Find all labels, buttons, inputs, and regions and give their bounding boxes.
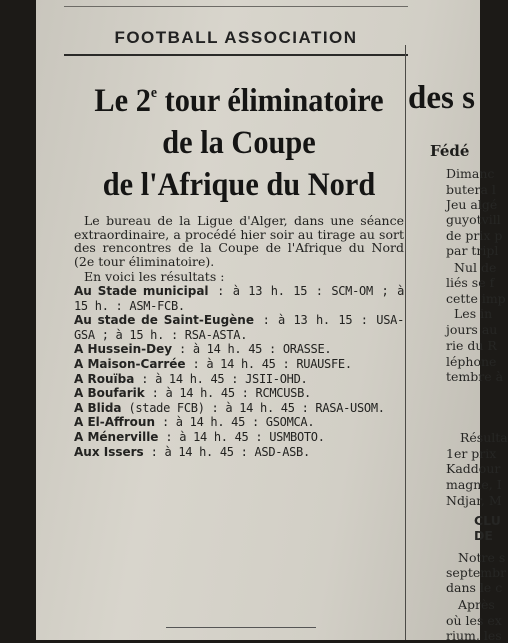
adjacent-text-line: cette imp bbox=[446, 291, 506, 306]
adjacent-text-line: où les ex bbox=[446, 613, 502, 628]
result-entry bbox=[74, 415, 404, 430]
adjacent-text-line: guyotvill bbox=[446, 212, 501, 227]
result-details: : à 14 h. 45 : GSOMCA. bbox=[155, 415, 315, 430]
column-rule bbox=[405, 45, 406, 640]
result-entry bbox=[74, 357, 404, 372]
result-venue: Au stade de Saint-Eugène bbox=[74, 313, 254, 328]
result-entry bbox=[74, 401, 404, 416]
article-body bbox=[74, 214, 404, 459]
adjacent-column bbox=[408, 0, 508, 643]
adjacent-text-line: par tripl bbox=[446, 243, 499, 258]
adjacent-heading: des s bbox=[408, 80, 475, 116]
result-venue: A Ménerville bbox=[74, 429, 159, 444]
result-venue: Aux Issers bbox=[74, 444, 144, 459]
top-rule bbox=[64, 6, 408, 7]
result-venue: A Maison-Carrée bbox=[74, 356, 186, 371]
result-entry bbox=[74, 430, 404, 445]
adjacent-text-line: liés se f bbox=[446, 275, 495, 290]
adjacent-text-line: tembre à bbox=[446, 369, 504, 384]
adjacent-text-line: septembr bbox=[446, 565, 507, 580]
result-venue: A Rouïba bbox=[74, 371, 135, 386]
headline-line-3: de l'Afrique du Nord bbox=[102, 167, 376, 203]
result-venue: A Hussein-Dey bbox=[74, 342, 173, 357]
result-details: (stade FCB) : à 14 h. 45 : RASA-USOM. bbox=[121, 400, 385, 415]
adjacent-text-line: 1er prix bbox=[446, 446, 497, 461]
result-entry bbox=[74, 313, 404, 342]
adjacent-text-line: Après bbox=[458, 597, 495, 612]
adjacent-text-line: Notre s bbox=[458, 550, 506, 565]
result-details: : à 14 h. 45 : ORASSE. bbox=[172, 342, 332, 357]
result-entry bbox=[74, 342, 404, 357]
result-venue: A Boufarik bbox=[74, 386, 145, 401]
result-venue: A Blida bbox=[74, 400, 122, 415]
results-intro: En voici les résultats : bbox=[84, 269, 225, 285]
section-kicker: FOOTBALL ASSOCIATION bbox=[114, 28, 358, 47]
result-entry bbox=[74, 445, 404, 460]
adjacent-text-line: léphone bbox=[446, 354, 497, 369]
result-details: : à 14 h. 45 : RCMCUSB. bbox=[144, 386, 311, 401]
adjacent-text-line: jours au bbox=[446, 322, 498, 337]
adjacent-text-line: Kaddour bbox=[446, 461, 501, 476]
kicker-rule bbox=[64, 54, 408, 56]
result-details: : à 13 h. 15 : USA-GSA ; à 15 h. : RSA-ASTA. bbox=[74, 313, 404, 342]
result-entry bbox=[74, 284, 404, 313]
adjacent-text-line: Ndjar, M bbox=[446, 493, 502, 508]
result-details: : à 14 h. 45 : USMBOTO. bbox=[158, 429, 325, 444]
result-entry bbox=[74, 386, 404, 401]
adjacent-text-line: Jeu algé bbox=[446, 197, 498, 212]
newspaper-page bbox=[36, 0, 508, 643]
adjacent-text-line: Résulta bbox=[460, 430, 508, 445]
bottom-rule bbox=[166, 627, 316, 628]
result-details: : à 14 h. 45 : RUAUSFE. bbox=[185, 356, 352, 371]
result-entry bbox=[74, 372, 404, 387]
headline-line-1: Le 2e tour éliminatoire bbox=[94, 83, 384, 119]
adjacent-text-line: Les in bbox=[454, 306, 493, 321]
adjacent-text-line: magne, I bbox=[446, 477, 502, 492]
adjacent-text-line: butera l bbox=[446, 182, 496, 197]
adjacent-subheading: Fédé bbox=[430, 142, 470, 160]
adjacent-text-line: rium, les bbox=[446, 628, 502, 643]
result-venue: A El-Affroun bbox=[74, 415, 156, 430]
adjacent-text-line: dans le c bbox=[446, 580, 503, 595]
adjacent-text-line: Nul de bbox=[454, 260, 497, 275]
headline-line-2: de la Coupe bbox=[162, 125, 316, 161]
result-details: : à 14 h. 45 : JSII-OHD. bbox=[134, 371, 308, 386]
results-list bbox=[74, 284, 404, 459]
adjacent-text-line: Dimanc bbox=[446, 166, 495, 181]
adjacent-text-line: DE bbox=[474, 528, 493, 543]
adjacent-text-line: CLU bbox=[474, 513, 501, 528]
intro-paragraph: Le bureau de la Ligue d'Alger, dans une séance extraordinaire, a procédé hier soir au tirage au sort des rencontres de la Coupe de l'Afrique du Nord (2e tour éliminatoire). bbox=[74, 213, 404, 269]
adjacent-text-line: rie du R bbox=[446, 338, 497, 353]
article-headline bbox=[78, 72, 400, 206]
result-details: : à 13 h. 15 : SCM-OM ; à 15 h. : ASM-FCB. bbox=[74, 283, 404, 313]
result-details: : à 14 h. 45 : ASD-ASB. bbox=[143, 444, 310, 459]
result-venue: Au Stade municipal bbox=[74, 283, 209, 298]
adjacent-text-line: de prix p bbox=[446, 228, 503, 243]
